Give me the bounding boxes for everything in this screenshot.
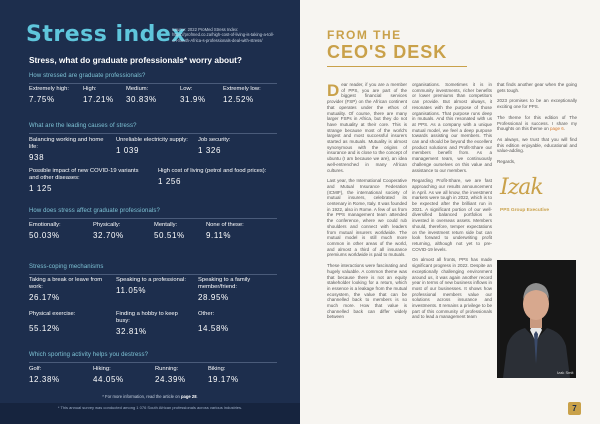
section-question: Which sporting activity helps you destress?	[29, 352, 149, 358]
stat-value: 55.12%	[29, 324, 60, 333]
heading-ceo-desk: CEO'S DESK	[327, 42, 448, 62]
stat-item	[29, 311, 109, 333]
section-stress-level	[29, 73, 277, 84]
survey-note: * This annual survey was conducted among 1 076 South African professionals across various industries.	[57, 405, 243, 410]
article-paragraph: that finds another gear when the going gets tough.	[497, 82, 577, 93]
divider	[29, 133, 277, 134]
footnote-suffix: .	[196, 394, 198, 399]
stat-item	[29, 86, 69, 104]
section-stress-causes	[29, 123, 277, 134]
ceo-portrait	[497, 260, 576, 378]
stat-item	[29, 137, 109, 162]
stat-value: 11.05%	[116, 286, 147, 295]
divider	[29, 274, 277, 275]
section-coping	[29, 264, 277, 275]
section-question: Stress-coping mechanisms	[29, 264, 104, 270]
stat-value: 24.39%	[155, 375, 186, 384]
stat-item	[116, 277, 188, 295]
stat-item	[180, 86, 206, 104]
footnote-prefix: * For more information, read the article on	[102, 394, 181, 399]
article-paragraph	[497, 115, 577, 132]
stat-label: Golf:	[29, 366, 42, 372]
stat-label: Emotionally:	[29, 222, 61, 228]
stat-item	[93, 366, 124, 384]
section-question: How does stress affect graduate professionals?	[29, 208, 160, 214]
stat-value: 44.05%	[93, 375, 124, 384]
stat-label: Other:	[198, 311, 215, 317]
signature-caption: PPS Group Executive	[500, 208, 550, 213]
article-paragraph: Regards,	[497, 159, 516, 165]
stat-value: 1 256	[158, 177, 182, 186]
stat-item	[116, 137, 191, 155]
paragraph-text: ear reader, if you are a member of PPS, you are part of the biggest financial services provider (FSP) on the African continent that operates under the ethos of mutuality. Of course, there are many larger FSPs in Africa, but they do not have mutuality at their core. This is strange because most of the world's largest and most successful insurers started as mutuals. Mutuality is almost synonymous with the origins of insurance and is close to the concept of ubuntu (I am because we are), an idea well-entrenched in many African cultures.	[327, 82, 407, 173]
page-link[interactable]: page 6	[550, 126, 564, 132]
stat-label: Taking a break or leave from work:	[29, 277, 103, 290]
section-sports	[29, 352, 277, 363]
stat-item	[29, 168, 149, 193]
stat-value: 1 125	[29, 184, 53, 193]
stat-label: Job security:	[198, 137, 231, 143]
handwritten-signature: Izak	[500, 175, 543, 200]
stat-item	[223, 86, 261, 104]
stat-value: 12.38%	[29, 375, 60, 384]
stat-item	[158, 168, 276, 186]
stat-label: Mentally:	[154, 222, 178, 228]
stat-label: Extremely low:	[223, 86, 261, 92]
stat-label: Running:	[155, 366, 179, 372]
stat-label: Extremely high:	[29, 86, 69, 92]
stat-label: High:	[83, 86, 97, 92]
stat-value: 28.95%	[198, 293, 229, 302]
stat-item	[155, 366, 186, 384]
stat-label: Speaking to a family member/friend:	[198, 277, 251, 290]
article-paragraph: 2023 promises to be an exceptionally exciting one for PPS.	[497, 98, 577, 110]
stat-label: High cost of living (petrol and food prices):	[158, 168, 267, 174]
stat-value: 26.17%	[29, 293, 60, 302]
section-question: How stressed are graduate professionals?	[29, 73, 146, 79]
stat-label: Finding a hobby to keep busy:	[116, 311, 178, 324]
article-column-1	[327, 82, 407, 325]
article-paragraph: As always, we trust that you will find this edition enjoyable, educational and value-adding.	[497, 136, 577, 154]
stat-value: 938	[29, 153, 45, 162]
stress-subtitle: Stress, what do graduate professionals* worry about?	[29, 55, 242, 65]
stat-label: Unreliable electricity supply:	[116, 137, 188, 143]
stat-value: 17.21%	[83, 95, 114, 104]
stat-value: 12.52%	[223, 95, 254, 104]
article-paragraph: organisations. Sometimes it is in community investments, richer benefits or lower premiums than competitors can provide. But almost always, it resonates with the purpose of those organisations. That purpose runs deep in mutuals. And this resonated with us at PPS. As a company with a unique mutual model, we feel a deep purpose towards assisting our members. This can and should be beyond the excellent product solutions and Profit-Share our members benefit from. As a management team, we continuously challenge ourselves on this value and assistance to our members.	[412, 82, 492, 173]
stat-value: 19.17%	[208, 375, 239, 384]
heading-rule	[327, 66, 467, 67]
stat-item	[29, 277, 109, 302]
stat-label: Hiking:	[93, 366, 111, 372]
stat-label: Possible impact of new COVID-19 variants and other diseases:	[29, 168, 139, 181]
portrait-illustration	[497, 260, 576, 378]
footnote	[0, 394, 300, 399]
footnote-page-link[interactable]: page 28	[180, 394, 197, 399]
article-paragraph	[327, 82, 407, 173]
stat-label: Speaking to a professional:	[116, 277, 186, 283]
article-paragraph: On almost all fronts, PPS has made significant progress in 2022. Despite an exceptionally challenging environment around us, it was again another record year in terms of new business inflows in most of our businesses. It shows how professional members value our solutions across insurance and investments. It remains a privilege to be part of this community of professionals and to lead a management team	[412, 257, 492, 320]
paragraph-text: The theme for this edition of The Professional is success. I share my thoughts on this theme on	[497, 114, 577, 132]
stat-value: 30.83%	[126, 95, 157, 104]
stat-item	[206, 222, 244, 240]
divider	[29, 83, 277, 84]
stat-value: 7.75%	[29, 95, 55, 104]
stat-item	[93, 222, 124, 240]
stat-label: Physically:	[93, 222, 121, 228]
heading-from-the: FROM THE	[327, 28, 402, 42]
stat-value: 31.9%	[180, 95, 206, 104]
stat-item	[198, 311, 276, 333]
paragraph-text: .	[563, 126, 566, 132]
page-number: 7	[568, 402, 581, 415]
stat-value: 14.58%	[198, 324, 229, 333]
stat-value: 32.70%	[93, 231, 124, 240]
stat-item	[208, 366, 239, 384]
article-column-2	[412, 82, 492, 325]
stat-item	[198, 137, 276, 155]
stat-item	[126, 86, 157, 104]
stat-label: Biking:	[208, 366, 226, 372]
stat-item	[83, 86, 114, 104]
stat-label: Physical exercise:	[29, 311, 76, 317]
section-question: What are the leading causes of stress?	[29, 123, 137, 129]
drop-cap: D	[327, 81, 340, 100]
stat-item	[29, 366, 60, 384]
article-paragraph: These interactions were fascinating and hugely valuable. A common theme was that because there is not an equity stakeholder looking for a return, which in essence is a leakage from the mutual ecosystem, the value that can be channelled back to members is so much more. How that value is channelled back can differ widely between	[327, 263, 407, 320]
stress-index-title: Stress index	[26, 22, 187, 47]
article-paragraph: Last year, the International Cooperative and Mutual Insurance Federation (ICMIF), the international society of mutual insurers, celebrated its centenary in Rome, Italy. It was founded in 1922, also in Rome. A few of us from the PPS management team attended the conference, where we could rub shoulders and connect with leaders from mutual insurers worldwide. The mutual model is still much more common in other areas of the world, and almost a third of all insurance premiums worldwide is paid to mutuals.	[327, 178, 407, 258]
divider	[29, 218, 277, 219]
stat-value: 50.03%	[29, 231, 60, 240]
section-stress-effects	[29, 208, 277, 219]
stat-value: 1 326	[198, 146, 222, 155]
stat-label: Medium:	[126, 86, 149, 92]
portrait-caption: Izak Smit	[557, 370, 574, 375]
stat-value: 9.11%	[206, 231, 232, 240]
divider	[29, 362, 277, 363]
stat-value: 1 039	[116, 146, 140, 155]
stat-label: None of these:	[206, 222, 244, 228]
stat-label: Balancing working and home life:	[29, 137, 104, 150]
stat-item	[116, 311, 188, 336]
stat-item	[198, 277, 276, 302]
stat-item	[154, 222, 185, 240]
stat-item	[29, 222, 61, 240]
stat-value: 50.51%	[154, 231, 185, 240]
article-column-3	[497, 82, 577, 170]
source-note: Source: 2022 ProMed Stress Index: https://profmed.co.za/high-cost-of-living-is-taking-a-toll-on-South-Africa-s-professionals-deal-with-stress/	[172, 27, 274, 43]
article-paragraph: Regarding Profit-Share, we are fast approaching our results announcement in April. As we all know, the investment markets were tough in 2022, which is to be expected after the brilliant run in 2021. A significant portion of our well-diversified balanced portfolios is invested in overseas assets. Members should, therefore, temper expectations on the investment return side but can look forward to underwriting profit returning, although not yet to pre-COVID-19 levels.	[412, 178, 492, 252]
stat-label: Low:	[180, 86, 193, 92]
stat-value: 32.81%	[116, 327, 147, 336]
